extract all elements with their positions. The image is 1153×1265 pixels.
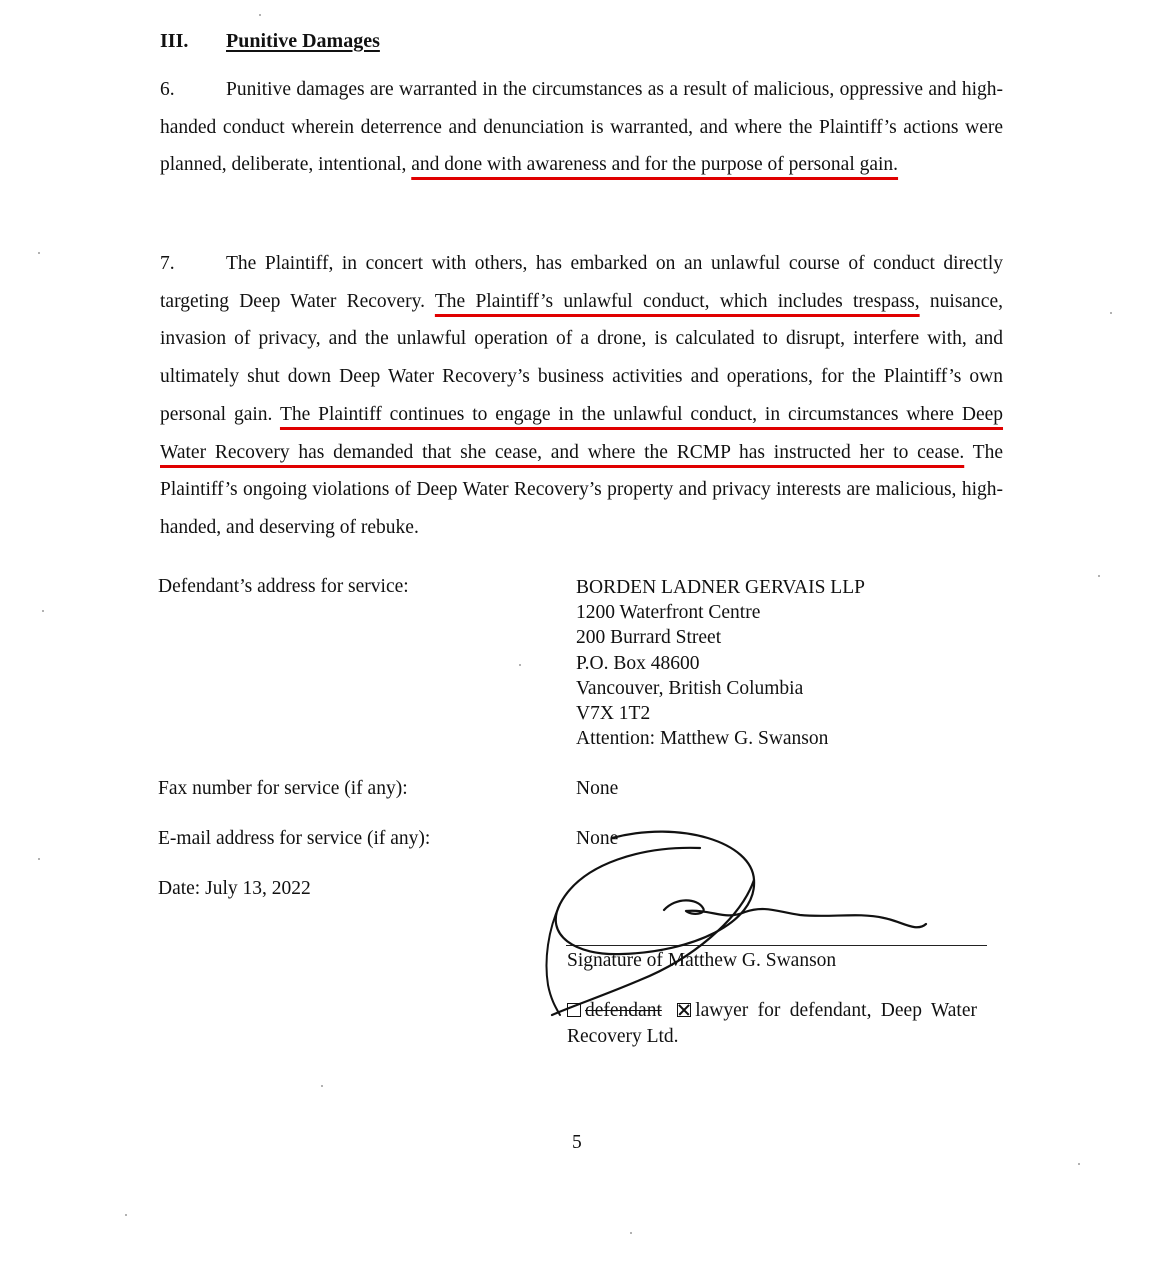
- address-line: BORDEN LADNER GERVAIS LLP: [576, 577, 865, 598]
- scan-speck: [259, 14, 261, 16]
- signature-line: [566, 945, 987, 946]
- address-line: Vancouver, British Columbia: [576, 677, 804, 699]
- paragraph-text: The Plaintiff’s ongoing violations of Deep Water Recovery’s property and privacy interests are malicious, high-handed, and deserving of rebuke.: [160, 441, 1003, 538]
- email-label: E-mail address for service (if any):: [158, 828, 431, 849]
- paragraph-text: Punitive damages are warranted in the circumstances as a result of malicious, oppressive and high-handed conduct wherein deterrence and denunciation is warranted, and where the Plaintiff’s actions were planned, deliberate, intentional,: [160, 79, 1003, 176]
- defendant-option: defendant: [585, 1000, 662, 1021]
- section-number: III.: [160, 30, 189, 52]
- scan-speck: [630, 1232, 632, 1234]
- scan-speck: [519, 664, 521, 666]
- address-label: Defendant’s address for service:: [158, 576, 409, 597]
- date: Date: July 13, 2022: [158, 878, 311, 899]
- paragraph-7: [160, 245, 1003, 547]
- lawyer-option: lawyer for defendant, Deep Water Recovery Ltd.: [567, 1000, 977, 1047]
- paragraph-number: 6.: [160, 79, 175, 100]
- highlighted-text: and done with awareness and for the purpose of personal gain.: [411, 154, 899, 176]
- highlighted-text: The Plaintiff’s unlawful conduct, which includes trespass,: [434, 290, 920, 312]
- highlighted-text: The Plaintiff continues to engage in the unlawful conduct, in circumstances where Deep Water Recovery has demanded that she cease, and where the RCMP has instructed her to cease.: [160, 403, 1004, 463]
- service-address: [576, 575, 865, 751]
- scan-speck: [1110, 312, 1112, 314]
- scan-speck: [125, 1214, 127, 1216]
- signature-caption: Signature of Matthew G. Swanson: [567, 950, 837, 971]
- address-line: P.O. Box 48600: [576, 652, 700, 674]
- paragraph-number: 7.: [160, 253, 175, 274]
- address-line: V7X 1T2: [576, 703, 651, 725]
- scan-speck: [38, 252, 40, 254]
- section-heading: [160, 30, 380, 53]
- fax-label: Fax number for service (if any):: [158, 778, 408, 799]
- scan-speck: [1078, 1163, 1080, 1165]
- paragraph-text: The Plaintiff, in concert with others, has embarked on an unlawful course of conduct directly targeting Deep Water Recovery.: [160, 253, 1003, 312]
- page-number: 5: [572, 1132, 582, 1153]
- scan-speck: [321, 1085, 323, 1087]
- scan-speck: [42, 610, 44, 612]
- fax-value: None: [576, 778, 619, 799]
- address-line: 200 Burrard Street: [576, 627, 722, 649]
- email-value: None: [576, 828, 619, 849]
- lawyer-checkbox-checked: [677, 1003, 691, 1017]
- signatory-role: [567, 998, 977, 1049]
- defendant-checkbox: [567, 1003, 581, 1017]
- address-line: Attention: Matthew G. Swanson: [576, 728, 829, 750]
- paragraph-6: [160, 71, 1003, 184]
- paragraph-text: nuisance, invasion of privacy, and the unlawful operation of a drone, is calculated to disrupt, interfere with, and ultimately shut down Deep Water Recovery’s business activities and operations, for the Plaintiff’s own personal gain.: [160, 290, 1003, 425]
- scan-speck: [1098, 575, 1100, 577]
- section-title: Punitive Damages: [226, 30, 380, 52]
- address-line: 1200 Waterfront Centre: [576, 602, 761, 624]
- scan-speck: [38, 858, 40, 860]
